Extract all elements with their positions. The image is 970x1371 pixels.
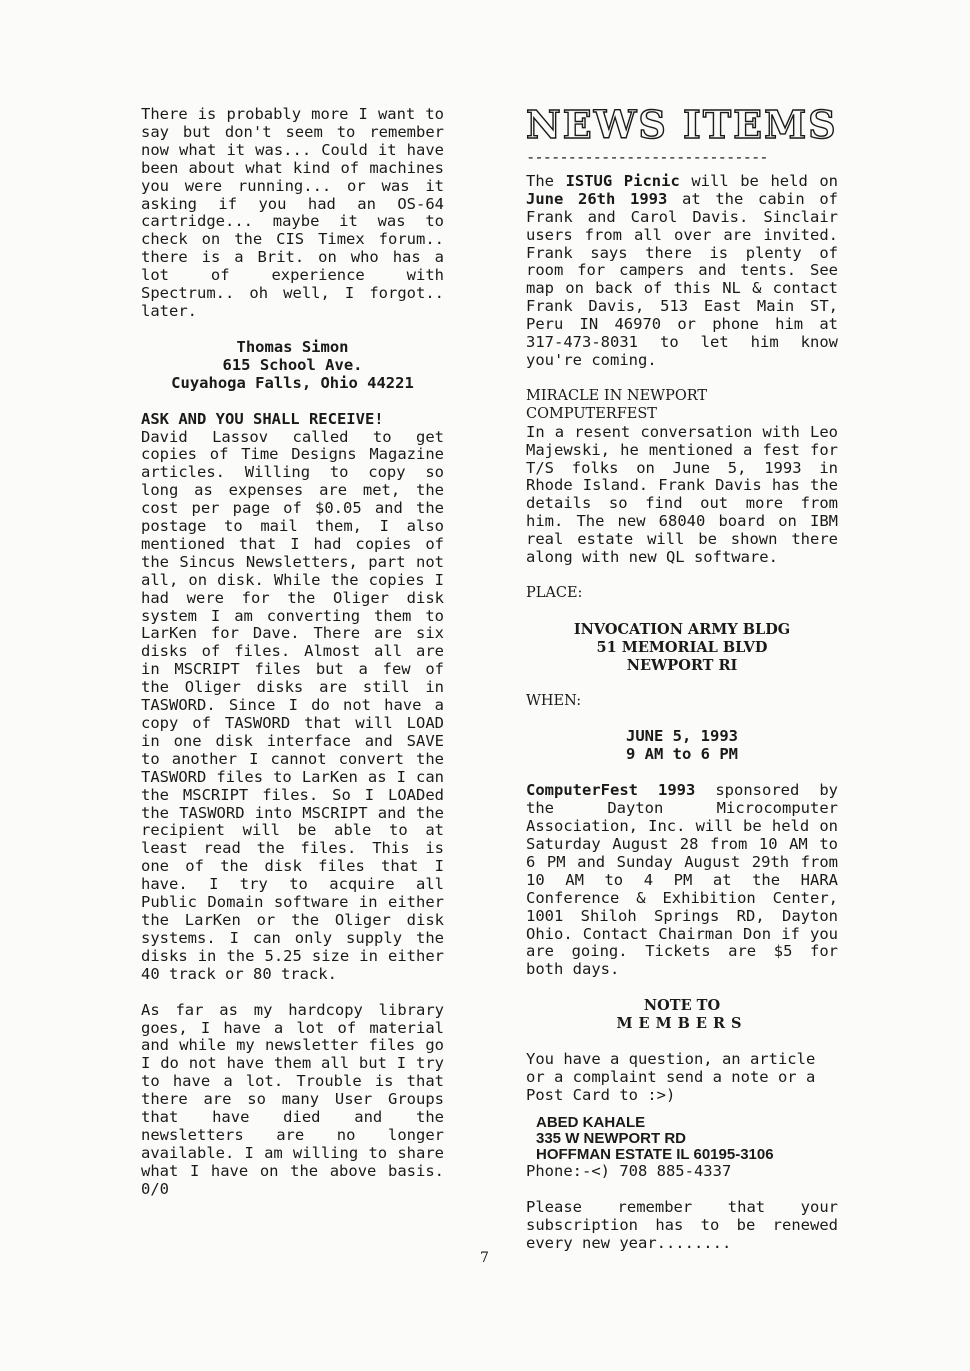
intro-paragraph: There is probably more I want to say but don't seem to remember now what it was... Could it have been about what kind of machines you were running... or was it asking if you had an OS-64 cartridge... maybe it was to check on the CIS Timex forum.. there is a Brit. on who has a lot of experience with Spectrum.. oh well, I forgot.. later.	[141, 105, 444, 320]
left-column	[141, 106, 444, 1199]
masthead-rule: -----------------------------	[526, 149, 768, 166]
computerfest-paragraph	[526, 782, 838, 979]
place-label: PLACE:	[526, 584, 583, 601]
page-number: 7	[480, 1250, 489, 1266]
picnic-event: ISTUG Picnic	[565, 171, 680, 190]
place-city: NEWPORT RI	[626, 656, 738, 674]
article-heading: ASK AND YOU SHALL RECEIVE!	[141, 409, 384, 428]
place-street: 51 MEMORIAL BLVD	[596, 638, 768, 656]
picnic-date: June 26th 1993	[526, 189, 668, 208]
author-name: Thomas Simon	[236, 337, 349, 356]
computerfest-body: sponsored by the Dayton Microcomputer Association, Inc. will be held on Saturday August 28 from 10 AM to 6 PM and Sunday August 29th from 10 AM to 4 PM at the HARA Conference & Exhibition Center, 1001 Shiloh Springs RD, Dayton Ohio. Contact Chairman Don if you are going. Tickets are $5 for both days.	[526, 781, 838, 979]
when-date: JUNE 5, 1993	[626, 727, 738, 746]
author-address	[141, 339, 444, 393]
contact-city: HOFFMAN ESTATE IL 60195-3106	[536, 1145, 774, 1163]
library-paragraph: As far as my hardcopy library goes, I have a lot of material and while my newsletter files go I do not have them all but I try to have a lot. Trouble is that there are so many User Groups that have died and the newsletters are no longer available. I am willing to share what I have on the above basis. 0/0	[141, 1000, 444, 1198]
closing-note: Please remember that your subscription has to be renewed every new year........	[526, 1197, 838, 1252]
picnic-rest: at the cabin of Frank and Carol Davis. Sinclair users from all over are invited. Frank says there is plenty of room for campers and tents. See map on back of this NL & contact Frank Davis, 513 East Main ST, Peru IN 46970 or phone him at 317-473-8031 to let him know you're coming.	[526, 189, 838, 369]
author-street: 615 School Ave.	[222, 355, 363, 374]
picnic-mid: will be held on	[679, 171, 839, 190]
when-block	[526, 728, 838, 764]
author-city: Cuyahoga Falls, Ohio 44221	[171, 373, 414, 392]
when-time: 9 AM to 6 PM	[626, 745, 738, 764]
miracle-body: In a resent conversation with Leo Majewski, he mentioned a fest for T/S folks on June 5, 1993 in Rhode Island. Frank Davis has the details so find out more from him. The new 68040 board on IBM real estate will be shown there along with new QL software.	[526, 422, 838, 567]
contact-block	[526, 1115, 838, 1163]
contact-phone: Phone:-<) 708 885-4337	[526, 1161, 732, 1180]
miracle-heading: MIRACLE IN NEWPORT COMPUTERFEST	[526, 387, 708, 422]
note-title-line2: MEMBERS	[616, 1015, 748, 1033]
contact-name: ABED KAHALE	[536, 1113, 646, 1131]
note-title-line1: NOTE TO	[643, 997, 721, 1015]
note-body: You have a question, an article or a complaint send a note or a Post Card to :>)	[526, 1050, 816, 1104]
place-block	[526, 621, 838, 675]
picnic-paragraph	[526, 173, 838, 370]
article-body: David Lassov called to get copies of Time Designs Magazine articles. Willing to copy so long as expenses are met, the cost per page of $0.05 and the postage to mail them, I also mentioned that I had copies of the Sincus Newsletters, part not all, on disk. While the copies I had were for the Oliger disk system I am converting them to LarKen for Dave. There are six disks of files. Almost all are in MSCRIPT files but a few of the Oliger disks are still in TASWORD. Since I do not have a copy of TASWORD that will LOAD in one disk interface and SAVE to another I cannot convert the TASWORD files to LarKen as I can the MSCRIPT files. So I LOADed the TASWORD into MSCRIPT and the recipient will be able to at least read the files. This is one of the disk files that I have. I try to acquire all Public Domain software in either the LarKen or the Oliger disk systems. I can only supply the disks in the 5.25 size in either 40 track or 80 track.	[141, 427, 444, 983]
contact-street: 335 W NEWPORT RD	[536, 1129, 687, 1147]
place-building: INVOCATION ARMY BLDG	[573, 620, 791, 638]
news-items-masthead: NEWS ITEMS	[526, 102, 838, 147]
computerfest-title: ComputerFest 1993	[526, 781, 696, 800]
note-title	[526, 997, 838, 1033]
when-label: WHEN:	[526, 692, 582, 709]
picnic-lead: The	[526, 171, 566, 190]
right-column	[526, 102, 839, 1252]
